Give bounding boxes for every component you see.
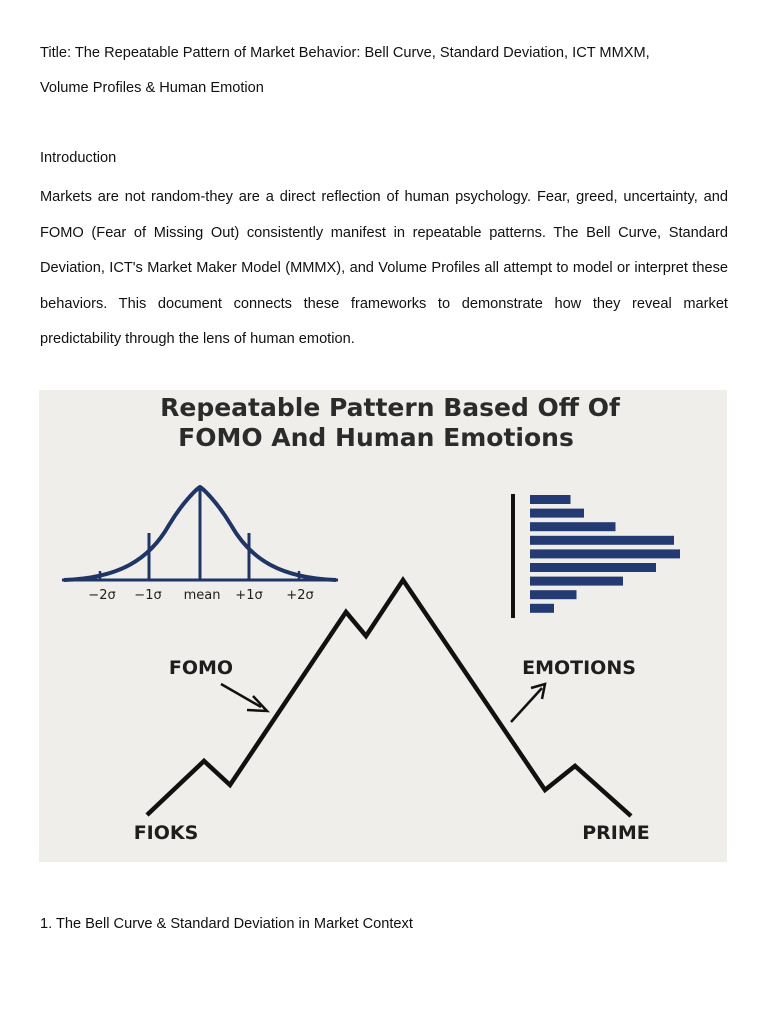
intro-heading: Introduction: [40, 150, 117, 166]
emotions-label: EMOTIONS: [522, 657, 636, 679]
emotions-arrow-shaft: [511, 688, 542, 722]
volume-bar: [530, 563, 656, 572]
fioks-label: FIOKS: [133, 822, 199, 844]
pattern-illustration: [39, 390, 727, 862]
volume-profile: [513, 494, 680, 618]
bell-curve: [62, 487, 338, 603]
volume-bar: [530, 495, 571, 504]
volume-bar: [530, 577, 623, 586]
volume-bar: [530, 604, 554, 613]
figure-title-line-2: FOMO And Human Emotions: [178, 423, 574, 452]
sigma-label: +1σ: [235, 588, 263, 603]
fomo-arrow-shaft: [221, 684, 261, 707]
document-title-line-1: Title: The Repeatable Pattern of Market Behavior: Bell Curve, Standard Deviation, ICT MMXM,: [40, 45, 650, 61]
section-1-heading: 1. The Bell Curve & Standard Deviation in Market Context: [40, 916, 413, 932]
volume-bar: [530, 509, 584, 518]
fomo-label: FOMO: [168, 657, 234, 679]
figure-title-line-1: Repeatable Pattern Based Off Of: [160, 393, 620, 422]
sigma-label: mean: [183, 588, 221, 603]
volume-bar: [530, 590, 577, 599]
volume-bar: [530, 522, 616, 531]
price-zigzag-line: [147, 580, 631, 816]
sigma-label: −1σ: [134, 588, 162, 603]
sigma-label: −2σ: [88, 588, 116, 603]
volume-bar: [530, 549, 680, 558]
fomo-arrow: [221, 684, 267, 711]
sigma-label: +2σ: [286, 588, 314, 603]
emotions-arrow: [511, 684, 545, 722]
document-title-line-2: Volume Profiles & Human Emotion: [40, 80, 264, 96]
prime-label: PRIME: [582, 822, 650, 844]
intro-paragraph: Markets are not random-they are a direct reflection of human psychology. Fear, greed, uncertainty, and FOMO (Fear of Missing Out) consistently manifest in repeatable patterns. The Bell Curve, Standard Deviation, ICT's Market Maker Model (MMMX), and Volume Profiles all attempt to model or interpret these behaviors. This document connects these frameworks to demonstrate how they reveal market predictability through the lens of human emotion.: [40, 189, 728, 348]
pattern-illustration-svg: [39, 390, 727, 862]
volume-bar: [530, 536, 674, 545]
